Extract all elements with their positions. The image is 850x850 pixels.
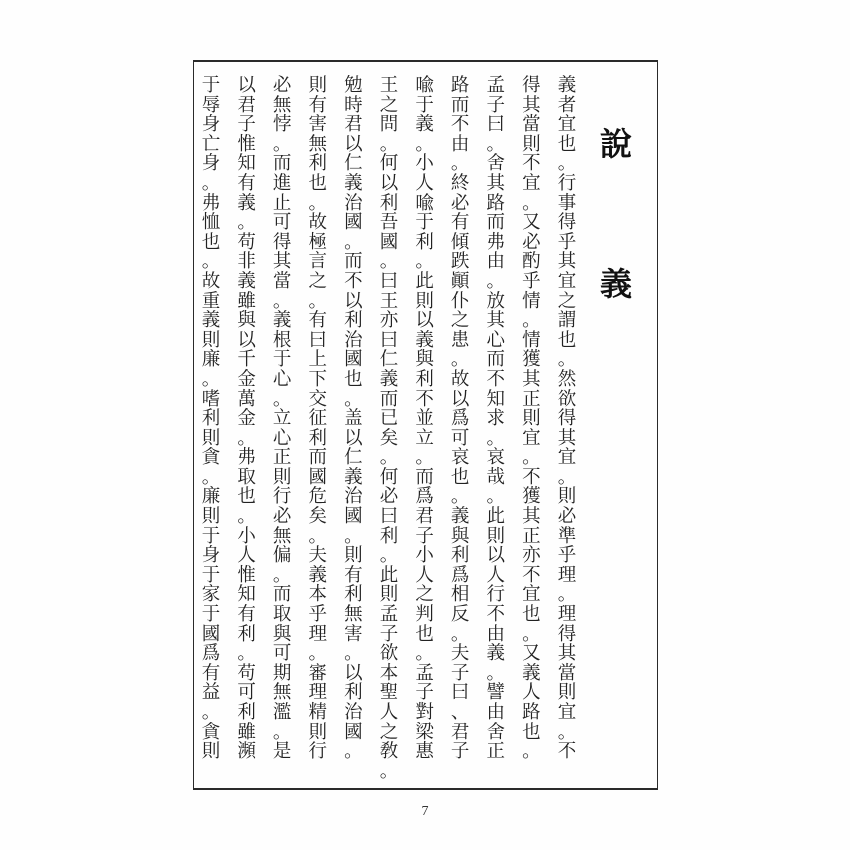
text-column: 義 者 宜 也 。 行 事 得 乎 其 宜 之 謂 也 。 然 欲 得 其 宜 。 則 必 準 乎 理 。 理 得 其 當 則 宜 。 不 xyxy=(557,75,577,763)
text-column: 喩 于 義 。 小 人 喩 于 利 。 此 則 以 義 與 利 不 並 立 。 而 爲 君 子 小 人 之 判 也 。 孟 子 對 梁 惠 xyxy=(415,75,434,763)
text-column: 則 有 害 無 利 也 。 故 極 言 之 。 有 曰 上 下 交 征 利 而 國 危 矣 。 夫 義 本 乎 理 。 審 理 精 則 行 xyxy=(308,75,328,763)
text-column: 勉 時 君 以 仁 義 治 國 。 而 不 以 利 治 國 也 。 盖 以 仁 義 治 國 。 則 有 利 無 害 。 以 利 治 國 。 xyxy=(344,75,363,763)
text-column: 王 之 問 。 何 以 利 吾 國 。 曰 王 亦 曰 仁 義 而 已 矣 。 何 必 曰 利 。 此 則 孟 子 欲 本 聖 人 之 敎 。 xyxy=(379,75,399,782)
text-column: 路 而 不 由 。 終 必 有 傾 跌 顚 仆 之 患 。 故 以 爲 可 哀 也 。 義 與 利 爲 相 反 。 夫 子 曰 、 君 子 xyxy=(450,75,470,763)
text-column: 于 辱 身 亡 身 。 弗 恤 也 。 故 重 義 則 廉 。 嗜 利 則 貪 。 廉 則 于 身 于 家 于 國 爲 有 益 。 貪 則 xyxy=(201,75,221,763)
text-column: 得 其 當 則 不 宜 。 又 必 酌 乎 情 。 情 獲 其 正 則 宜 。 不 獲 其 正 亦 不 宜 也 。 又 義 人 路 也 。 xyxy=(522,75,541,763)
text-column: 必 無 悖 。 而 進 止 可 得 其 當 。 義 根 于 心 。 立 心 正 則 行 必 無 偏 。 而 取 與 可 期 無 濫 。 是 xyxy=(272,75,292,763)
page-number: 7 xyxy=(421,804,429,819)
text-column: 以 君 子 惟 知 有 義 。 苟 非 義 雖 與 以 千 金 萬 金 。 弗 取 也 。 小 人 惟 知 有 利 。 苟 可 利 雖 瀕 xyxy=(237,75,256,763)
page-title xyxy=(598,125,634,303)
text-column: 孟 子 曰 。 舍 其 路 而 弗 由 。 放 其 心 而 不 知 求 。 哀 哉 。 此 則 以 人 行 不 由 義 。 譬 由 舍 正 xyxy=(486,75,506,763)
title-char: 義 xyxy=(599,265,632,303)
title-char: 說 xyxy=(599,125,632,163)
